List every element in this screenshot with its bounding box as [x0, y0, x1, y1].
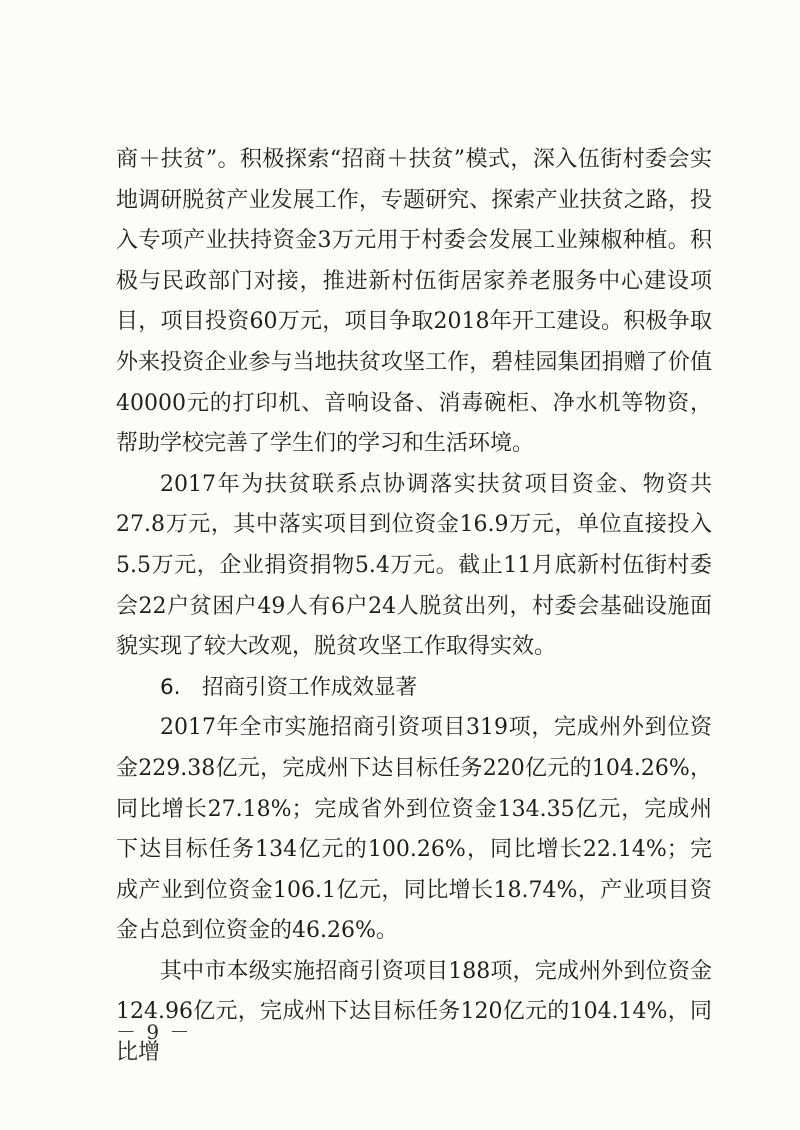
paragraph-investment-results: 2017年全市实施招商引资项目319项，完成州外到位资金229.38亿元，完成州下达目标任务220亿元的104.26%，同比增长27.18%；完成省外到位资金134.35亿元，完成州下达目标任务134亿元的100.26%，同比增长22.14%；完成产业到位资金106.1亿元，同比增长18.74%，产业项目资金占总到位资金的46.26%。	[116, 715, 712, 944]
section-heading-investment: 6. 招商引资工作成效显著	[160, 674, 418, 700]
paragraph-poverty-funding: 2017年为扶贫联系点协调落实扶贫项目资金、物资共27.8万元，其中落实项目到位资金16.9万元，单位直接投入5.5万元，企业捐资捐物5.4万元。截止11月底新村伍街村委会22户贫困户49人有6户24人脱贫出列，村委会基础设施面貌实现了较大改观，脱贫攻坚工作取得实效。	[116, 471, 712, 660]
paragraph-city-level: 其中市本级实施招商引资项目188项，完成州外到位资金124.96亿元，完成州下达目标任务120亿元的104.14%，同比增	[116, 958, 712, 1066]
document-body	[116, 140, 712, 1074]
paragraph-continuation: 商＋扶贫”。积极探索“招商＋扶贫”模式，深入伍街村委会实地调研脱贫产业发展工作，专题研究、探索产业扶贫之路，投入专项产业扶持资金3万元用于村委会发展工业辣椒种植。积极与民政部门对接，推进新村伍街居家养老服务中心建设项目，项目投资60万元，项目争取2018年开工建设。积极争取外来投资企业参与当地扶贫攻坚工作，碧桂园集团捐赠了价值40000元的打印机、音响设备、消毒碗柜、净水机等物资，帮助学校完善了学生们的学习和生活环境。	[116, 147, 712, 457]
page-number: － 9 －	[116, 1020, 192, 1044]
